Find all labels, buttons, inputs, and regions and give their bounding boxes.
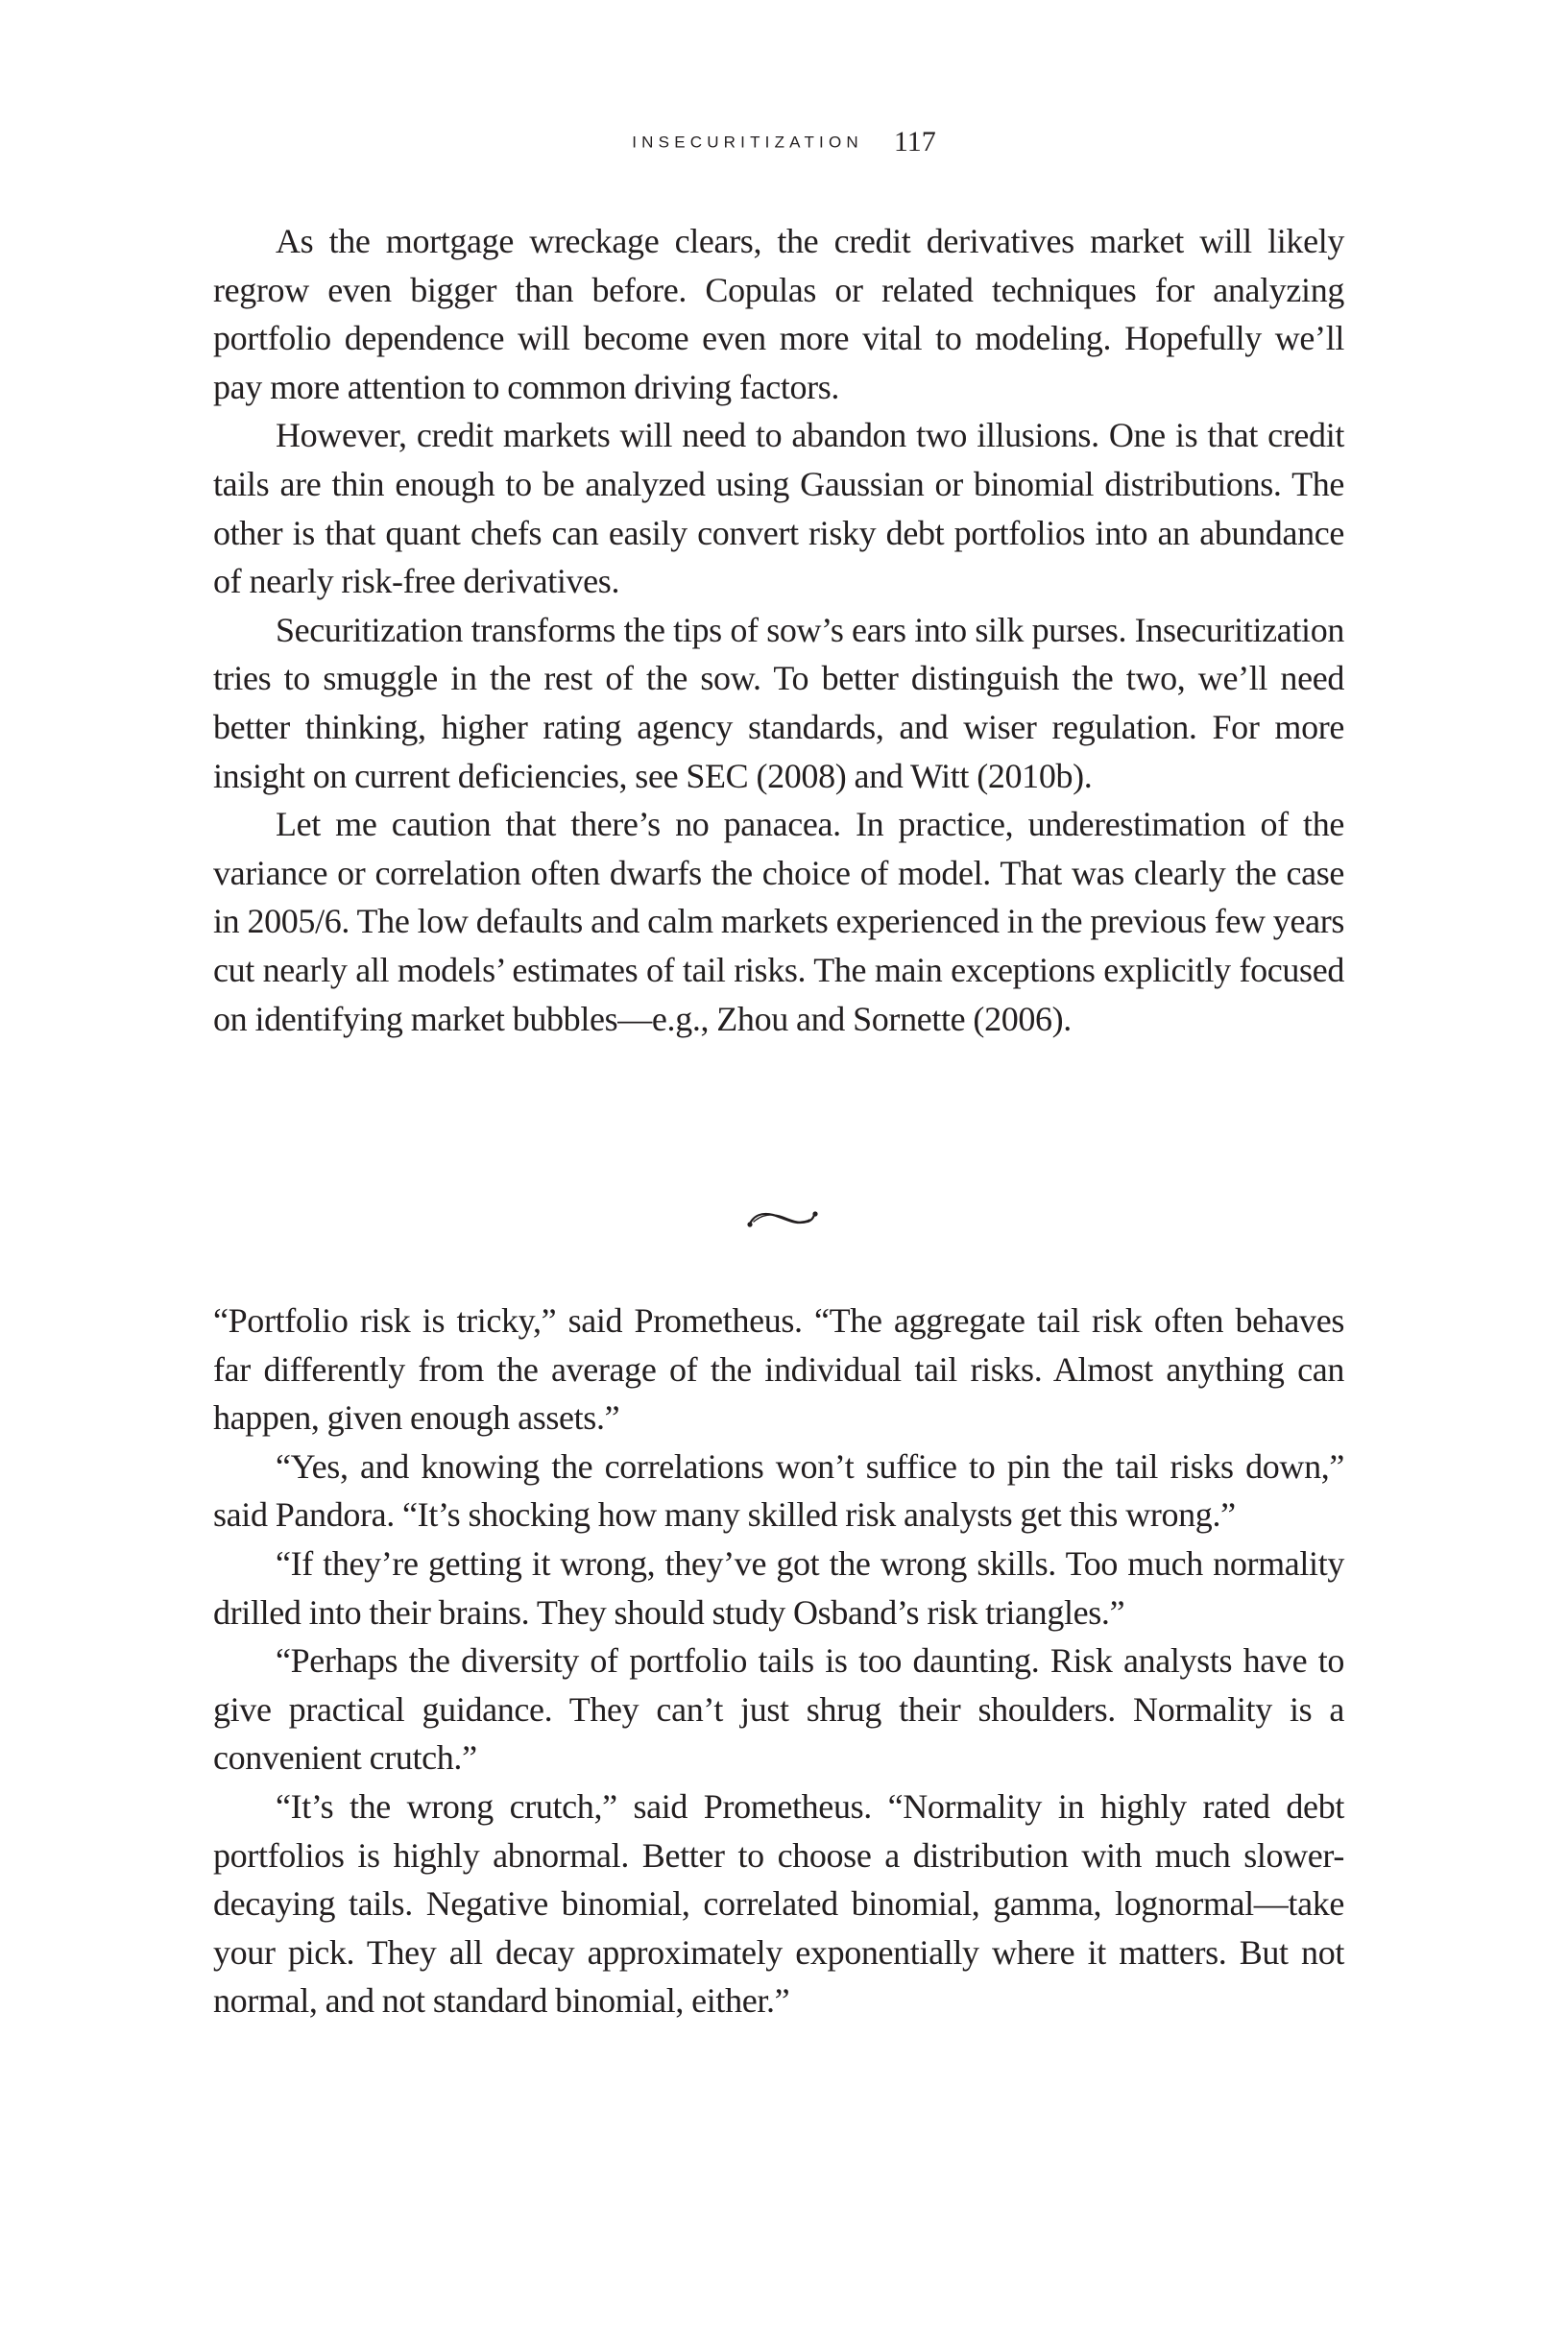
narrative-section — [213, 217, 1344, 1043]
dialogue-section — [213, 1297, 1344, 2025]
paragraph: “Perhaps the diversity of portfolio tails is too daunting. Risk analysts have to give practical guidance. They can’t just shrug their shoulders. Normality is a convenient crutch.” — [213, 1641, 1344, 1778]
running-head — [0, 123, 1568, 161]
paragraph: “If they’re getting it wrong, they’ve got the wrong skills. Too much normality drilled into their brains. They should study Osband’s risk triangles.” — [213, 1543, 1344, 1632]
swash-ornament-icon — [744, 1199, 821, 1237]
paragraph: Let me caution that there’s no panacea. In practice, underestimation of the variance or correlation often dwarfs the choice of model. That was clearly the case in 2005/6. The low defaults and calm markets experienced in the previous few years cut nearly all models’ estimates of tail risks. The main exceptions explicitly focused on identifying market bubbles—e.g., Zhou and Sornette (2006). — [213, 805, 1344, 1038]
paragraph: However, credit markets will need to abandon two illusions. One is that credit tails are thin enough to be analyzed using Gaussian or binomial distributions. The other is that quant chefs can easily convert risky debt portfolios into an abundance of nearly risk-free derivatives. — [213, 416, 1344, 601]
paragraph: “It’s the wrong crutch,” said Prometheus. “Normality in highly rated debt portfolios is highly abnormal. Better to choose a distribution with much slower-decaying tails. Negative binomial, correlated binomial, gamma, lognormal—take your pick. They all decay approximately exponentially where it matters. But not normal, and not standard binomial, either.” — [213, 1786, 1344, 2021]
paragraph: “Portfolio risk is tricky,” said Prometheus. “The aggregate tail risk often behaves far differently from the average of the individual tail risks. Almost anything can happen, given enough assets.” — [213, 1301, 1344, 1438]
paragraph: “Yes, and knowing the correlations won’t suffice to pin the tail risks down,” said Pandora. “It’s shocking how many skilled risk analysts get this wrong.” — [213, 1446, 1344, 1535]
paragraph: As the mortgage wreckage clears, the credit derivatives market will likely regrow even bigger than before. Copulas or related techniques for analyzing portfolio dependence will become even more vital to modeling. Hopefully we’ll pay more attention to common driving factors. — [213, 222, 1344, 406]
page-number: 117 — [893, 126, 936, 158]
paragraph: Securitization transforms the tips of sow’s ears into silk purses. Insecuritization tries to smuggle in the rest of the sow. To better distinguish the two, we’ll need better thinking, higher rating agency standards, and wiser regulation. For more insight on current deficiencies, see SEC (2008) and Witt (2010b). — [213, 610, 1344, 795]
running-head-title: INSECURITIZATION — [632, 133, 863, 152]
